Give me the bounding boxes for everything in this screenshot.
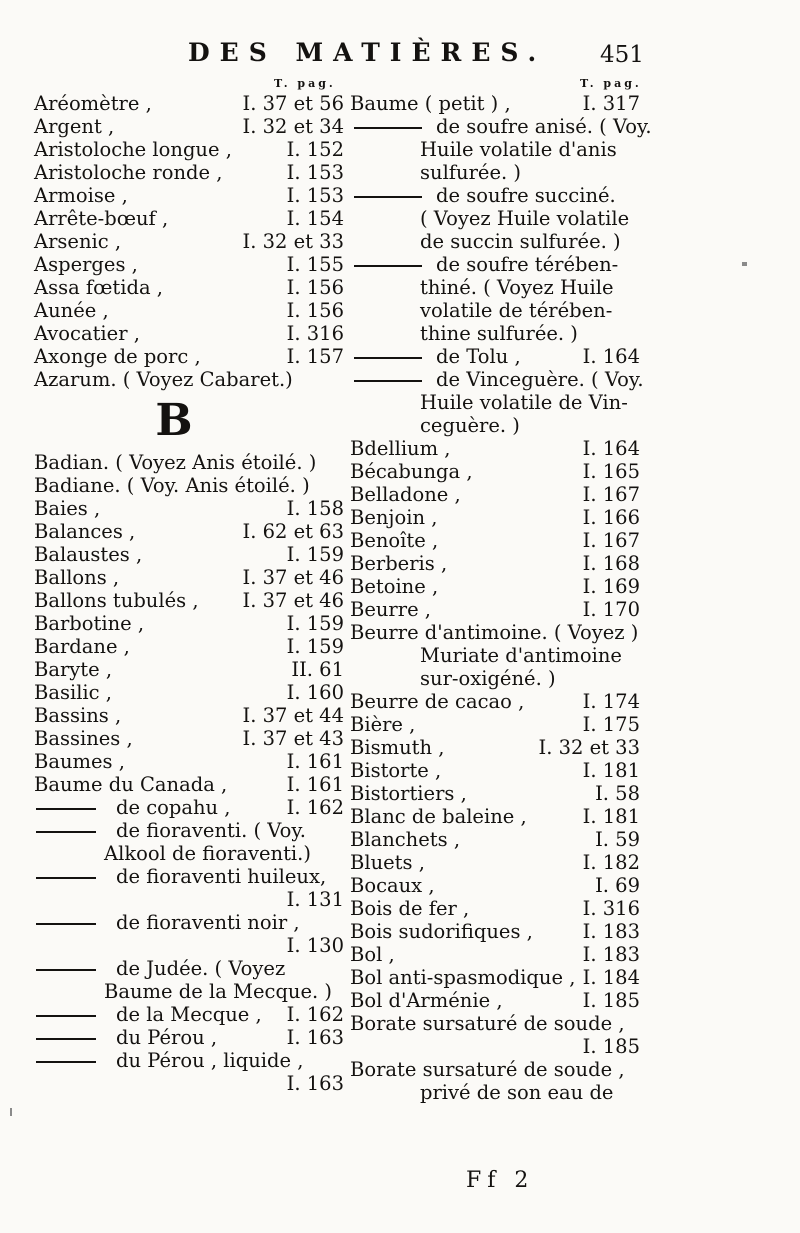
ditto-dash: [36, 969, 96, 971]
entry-term: Baume du Canada ,: [34, 773, 228, 796]
ditto-dash: [354, 357, 422, 359]
entry-reference: I. 183: [582, 920, 640, 943]
entry-term: Bois sudorifiques ,: [350, 920, 533, 943]
entry-term: Blanchets ,: [350, 828, 461, 851]
entry-term: volatile de térében-: [420, 299, 613, 322]
entry-term: Bassines ,: [34, 727, 133, 750]
index-entry: [350, 529, 640, 552]
index-entry: [350, 943, 640, 966]
entry-reference: I. 161: [286, 750, 344, 773]
entry-reference: I. 181: [582, 805, 640, 828]
entry-reference: I. 175: [582, 713, 640, 736]
entry-term: Ballons tubulés ,: [34, 589, 199, 612]
index-entry: [350, 805, 640, 828]
entry-term: Balances ,: [34, 520, 136, 543]
entry-term: ceguère. ): [420, 414, 520, 437]
entry-term: Azarum. ( Voyez Cabaret.): [34, 368, 293, 391]
entry-reference: I. 155: [286, 253, 344, 276]
index-entry: [34, 658, 344, 681]
entry-reference: I. 160: [286, 681, 344, 704]
index-entry: [350, 1012, 640, 1035]
entry-term: de fioraventi. ( Voy.: [116, 819, 306, 842]
entry-term: Aristoloche ronde ,: [34, 161, 223, 184]
entry-term: de copahu ,: [116, 796, 231, 819]
index-entry: [350, 391, 640, 414]
entry-term: de fioraventi noir ,: [116, 911, 300, 934]
index-entry: [34, 115, 344, 138]
ditto-dash: [36, 1061, 96, 1063]
index-entry: [350, 920, 640, 943]
margin-speck: [742, 262, 747, 266]
index-entry: [350, 598, 640, 621]
ditto-dash: [354, 265, 422, 267]
entry-term: Armoise ,: [34, 184, 128, 207]
index-entry: [350, 437, 640, 460]
entry-reference: I. 37 et 56: [242, 92, 344, 115]
index-entry: [34, 1026, 344, 1049]
ditto-dash: [354, 196, 422, 198]
index-column-right: [350, 92, 652, 1104]
entry-term: Benjoin ,: [350, 506, 438, 529]
entry-reference: I. 168: [582, 552, 640, 575]
index-entry: [34, 957, 344, 980]
entry-term: Blanc de baleine ,: [350, 805, 527, 828]
entry-reference: I. 184: [582, 966, 640, 989]
entry-term: de soufre succiné.: [436, 184, 616, 207]
entry-term: Muriate d'antimoine: [420, 644, 622, 667]
page-number: 451: [600, 42, 644, 68]
index-entry: [350, 253, 640, 276]
entry-reference: I. 164: [582, 437, 640, 460]
index-entry: [34, 497, 344, 520]
index-entry: [350, 1058, 640, 1081]
entry-reference: I. 59: [595, 828, 640, 851]
index-column-left: [34, 92, 344, 1095]
index-entry: [350, 828, 640, 851]
index-entry: [350, 345, 640, 368]
index-entry: [350, 897, 640, 920]
entry-term: de soufre térében-: [436, 253, 619, 276]
entry-term: Bassins ,: [34, 704, 122, 727]
entry-reference: I. 316: [286, 322, 344, 345]
entry-term: Beurre d'antimoine. ( Voyez ): [350, 621, 639, 644]
index-entry: [350, 736, 640, 759]
index-entry: [34, 727, 344, 750]
entry-reference: I. 182: [582, 851, 640, 874]
entry-term: du Pérou , liquide ,: [116, 1049, 304, 1072]
entry-reference: II. 61: [291, 658, 344, 681]
entry-term: sulfurée. ): [420, 161, 521, 184]
entry-reference: I. 165: [582, 460, 640, 483]
index-entry: [34, 796, 344, 819]
entry-term: Baryte ,: [34, 658, 113, 681]
entry-reference: I. 170: [582, 598, 640, 621]
index-entry: [34, 276, 344, 299]
entry-term: thine sulfurée. ): [420, 322, 578, 345]
entry-term: Bocaux ,: [350, 874, 435, 897]
entry-term: Aréomètre ,: [34, 92, 152, 115]
entry-term: ( Voyez Huile volatile: [420, 207, 630, 230]
entry-reference: I. 164: [582, 345, 640, 368]
index-entry: [350, 759, 640, 782]
index-entry: [350, 989, 640, 1012]
column-header-left: T. pag.: [274, 77, 336, 90]
index-entry: [34, 207, 344, 230]
entry-term: Bière ,: [350, 713, 416, 736]
index-entry: [34, 865, 344, 888]
entry-term: Beurre ,: [350, 598, 432, 621]
entry-term: de Tolu ,: [436, 345, 521, 368]
entry-reference: I. 167: [582, 483, 640, 506]
entry-reference: I. 159: [286, 543, 344, 566]
index-entry: [34, 451, 344, 474]
index-entry: [34, 299, 344, 322]
entry-reference: I. 185: [582, 1035, 640, 1058]
entry-term: Badian. ( Voyez Anis étoilé. ): [34, 451, 317, 474]
entry-reference: I. 167: [582, 529, 640, 552]
index-entry: [34, 543, 344, 566]
entry-term: Beurre de cacao ,: [350, 690, 525, 713]
index-entry: [34, 773, 344, 796]
entry-term: Ballons ,: [34, 566, 120, 589]
entry-reference: I. 163: [286, 1072, 344, 1095]
entry-term: Aunée ,: [34, 299, 109, 322]
entry-reference: I. 37 et 46: [242, 589, 344, 612]
index-entry: [34, 520, 344, 543]
index-entry: [34, 92, 344, 115]
entry-reference: I. 32 et 34: [242, 115, 344, 138]
index-entry: [350, 368, 644, 391]
margin-speck: [10, 1108, 12, 1116]
entry-reference: I. 158: [286, 497, 344, 520]
entry-term: Bistortiers ,: [350, 782, 467, 805]
entry-term: de Vinceguère. ( Voy.: [436, 368, 644, 391]
index-entry: [34, 566, 344, 589]
index-entry: [34, 750, 344, 773]
index-entry: [350, 138, 640, 161]
index-entry: [350, 782, 640, 805]
entry-reference: I. 161: [286, 773, 344, 796]
entry-reference: I. 185: [582, 989, 640, 1012]
entry-term: Betoine ,: [350, 575, 439, 598]
index-entry: [34, 1049, 344, 1072]
index-entry: [34, 1003, 344, 1026]
index-entry: [34, 368, 344, 391]
entry-reference: I. 317: [582, 92, 640, 115]
index-entry: [34, 589, 344, 612]
ditto-dash: [36, 877, 96, 879]
index-entry: [34, 345, 344, 368]
index-entry: [350, 621, 640, 644]
index-entry: [350, 874, 640, 897]
entry-term: du Pérou ,: [116, 1026, 218, 1049]
entry-term: privé de son eau de: [420, 1081, 614, 1104]
entry-term: Huile volatile de Vin-: [420, 391, 628, 414]
index-entry: [350, 322, 640, 345]
entry-term: sur-oxigéné. ): [420, 667, 556, 690]
ditto-dash: [36, 808, 96, 810]
entry-term: de fioraventi huileux,: [116, 865, 327, 888]
entry-term: Assa fœtida ,: [34, 276, 163, 299]
entry-reference: I. 156: [286, 299, 344, 322]
entry-term: Baumes ,: [34, 750, 125, 773]
ditto-dash: [36, 1015, 96, 1017]
entry-reference: I. 181: [582, 759, 640, 782]
entry-reference: I. 153: [286, 184, 344, 207]
entry-reference: I. 131: [286, 888, 344, 911]
ditto-dash: [36, 1038, 96, 1040]
index-entry: [34, 704, 344, 727]
entry-reference: I. 152: [286, 138, 344, 161]
entry-term: Baies ,: [34, 497, 101, 520]
index-entry: [350, 414, 640, 437]
entry-term: Bismuth ,: [350, 736, 445, 759]
index-entry: [350, 644, 640, 667]
index-entry: [350, 276, 640, 299]
entry-term: Bistorte ,: [350, 759, 442, 782]
index-entry: [350, 207, 640, 230]
entry-term: Baume de la Mecque. ): [104, 980, 333, 1003]
index-entry: [350, 115, 652, 138]
index-entry: [350, 161, 640, 184]
index-entry: [350, 184, 640, 207]
entry-term: Bol d'Arménie ,: [350, 989, 503, 1012]
index-entry: [350, 506, 640, 529]
entry-term: Bardane ,: [34, 635, 130, 658]
entry-reference: I. 162: [286, 796, 344, 819]
entry-reference: I. 169: [582, 575, 640, 598]
entry-reference: I. 154: [286, 207, 344, 230]
entry-term: Belladone ,: [350, 483, 461, 506]
entry-reference: I. 32 et 33: [242, 230, 344, 253]
index-entry: [350, 230, 640, 253]
index-entry: [34, 934, 344, 957]
entry-term: Bol ,: [350, 943, 395, 966]
entry-term: Bois de fer ,: [350, 897, 470, 920]
entry-term: Bdellium ,: [350, 437, 451, 460]
index-entry: [350, 690, 640, 713]
index-entry: [34, 253, 344, 276]
index-entry: [34, 980, 344, 1003]
column-header-right: T. pag.: [580, 77, 642, 90]
entry-term: de soufre anisé. ( Voy.: [436, 115, 652, 138]
entry-term: Alkool de fioraventi.): [104, 842, 311, 865]
entry-term: Bécabunga ,: [350, 460, 473, 483]
running-head: DES MATIÈRES.: [188, 38, 547, 67]
entry-reference: I. 159: [286, 635, 344, 658]
index-entry: [34, 612, 344, 635]
index-entry: [350, 966, 640, 989]
index-entry: [34, 138, 344, 161]
entry-reference: I. 153: [286, 161, 344, 184]
entry-reference: I. 159: [286, 612, 344, 635]
index-entry: [34, 635, 344, 658]
ditto-dash: [354, 380, 422, 382]
entry-term: thiné. ( Voyez Huile: [420, 276, 614, 299]
entry-term: Benoîte ,: [350, 529, 439, 552]
ditto-dash: [36, 831, 96, 833]
signature-mark: Ff 2: [466, 1168, 535, 1193]
index-entry: [34, 819, 344, 842]
entry-reference: I. 62 et 63: [242, 520, 344, 543]
index-entry: [350, 1081, 640, 1104]
entry-term: Avocatier ,: [34, 322, 140, 345]
index-entry: [350, 552, 640, 575]
entry-term: Asperges ,: [34, 253, 138, 276]
index-entry: [34, 161, 344, 184]
index-entry: [34, 474, 344, 497]
entry-reference: I. 58: [595, 782, 640, 805]
index-entry: [34, 842, 344, 865]
index-entry: [350, 299, 640, 322]
index-entry: [34, 184, 344, 207]
index-entry: [34, 911, 344, 934]
index-entry: [34, 230, 344, 253]
entry-term: Basilic ,: [34, 681, 112, 704]
entry-term: Barbotine ,: [34, 612, 145, 635]
ditto-dash: [36, 923, 96, 925]
entry-reference: I. 37 et 43: [242, 727, 344, 750]
entry-term: de succin sulfurée. ): [420, 230, 621, 253]
entry-reference: I. 37 et 44: [242, 704, 344, 727]
index-entry: [34, 1072, 344, 1095]
section-letter: B: [155, 395, 193, 446]
entry-reference: I. 37 et 46: [242, 566, 344, 589]
entry-reference: I. 32 et 33: [538, 736, 640, 759]
entry-term: Balaustes ,: [34, 543, 143, 566]
entry-term: Borate sursaturé de soude ,: [350, 1012, 625, 1035]
index-entry: [350, 460, 640, 483]
entry-term: Arrête-bœuf ,: [34, 207, 169, 230]
entry-term: Badiane. ( Voy. Anis étoilé. ): [34, 474, 310, 497]
entry-term: Axonge de porc ,: [34, 345, 201, 368]
entry-reference: I. 166: [582, 506, 640, 529]
index-entry: [350, 92, 640, 115]
entry-term: Bol anti-spasmodique ,: [350, 966, 576, 989]
index-entry: [34, 322, 344, 345]
entry-reference: I. 163: [286, 1026, 344, 1049]
entry-term: de la Mecque ,: [116, 1003, 262, 1026]
entry-term: Borate sursaturé de soude ,: [350, 1058, 625, 1081]
entry-term: Bluets ,: [350, 851, 425, 874]
entry-term: Argent ,: [34, 115, 115, 138]
entry-reference: I. 156: [286, 276, 344, 299]
index-entry: [350, 483, 640, 506]
index-entry: [350, 851, 640, 874]
index-entry: [350, 1035, 640, 1058]
entry-reference: I. 162: [286, 1003, 344, 1026]
index-entry: [350, 667, 640, 690]
entry-reference: I. 130: [286, 934, 344, 957]
entry-term: Berberis ,: [350, 552, 448, 575]
index-entry: [34, 888, 344, 911]
entry-term: Baume ( petit ) ,: [350, 92, 511, 115]
entry-term: de Judée. ( Voyez: [116, 957, 286, 980]
index-entry: [350, 713, 640, 736]
entry-term: Arsenic ,: [34, 230, 122, 253]
entry-reference: I. 69: [595, 874, 640, 897]
index-entry: [350, 575, 640, 598]
entry-reference: I. 157: [286, 345, 344, 368]
entry-term: Huile volatile d'anis: [420, 138, 617, 161]
entry-reference: I. 183: [582, 943, 640, 966]
entry-reference: I. 174: [582, 690, 640, 713]
index-entry: [34, 681, 344, 704]
entry-term: Aristoloche longue ,: [34, 138, 232, 161]
ditto-dash: [354, 127, 422, 129]
entry-reference: I. 316: [582, 897, 640, 920]
